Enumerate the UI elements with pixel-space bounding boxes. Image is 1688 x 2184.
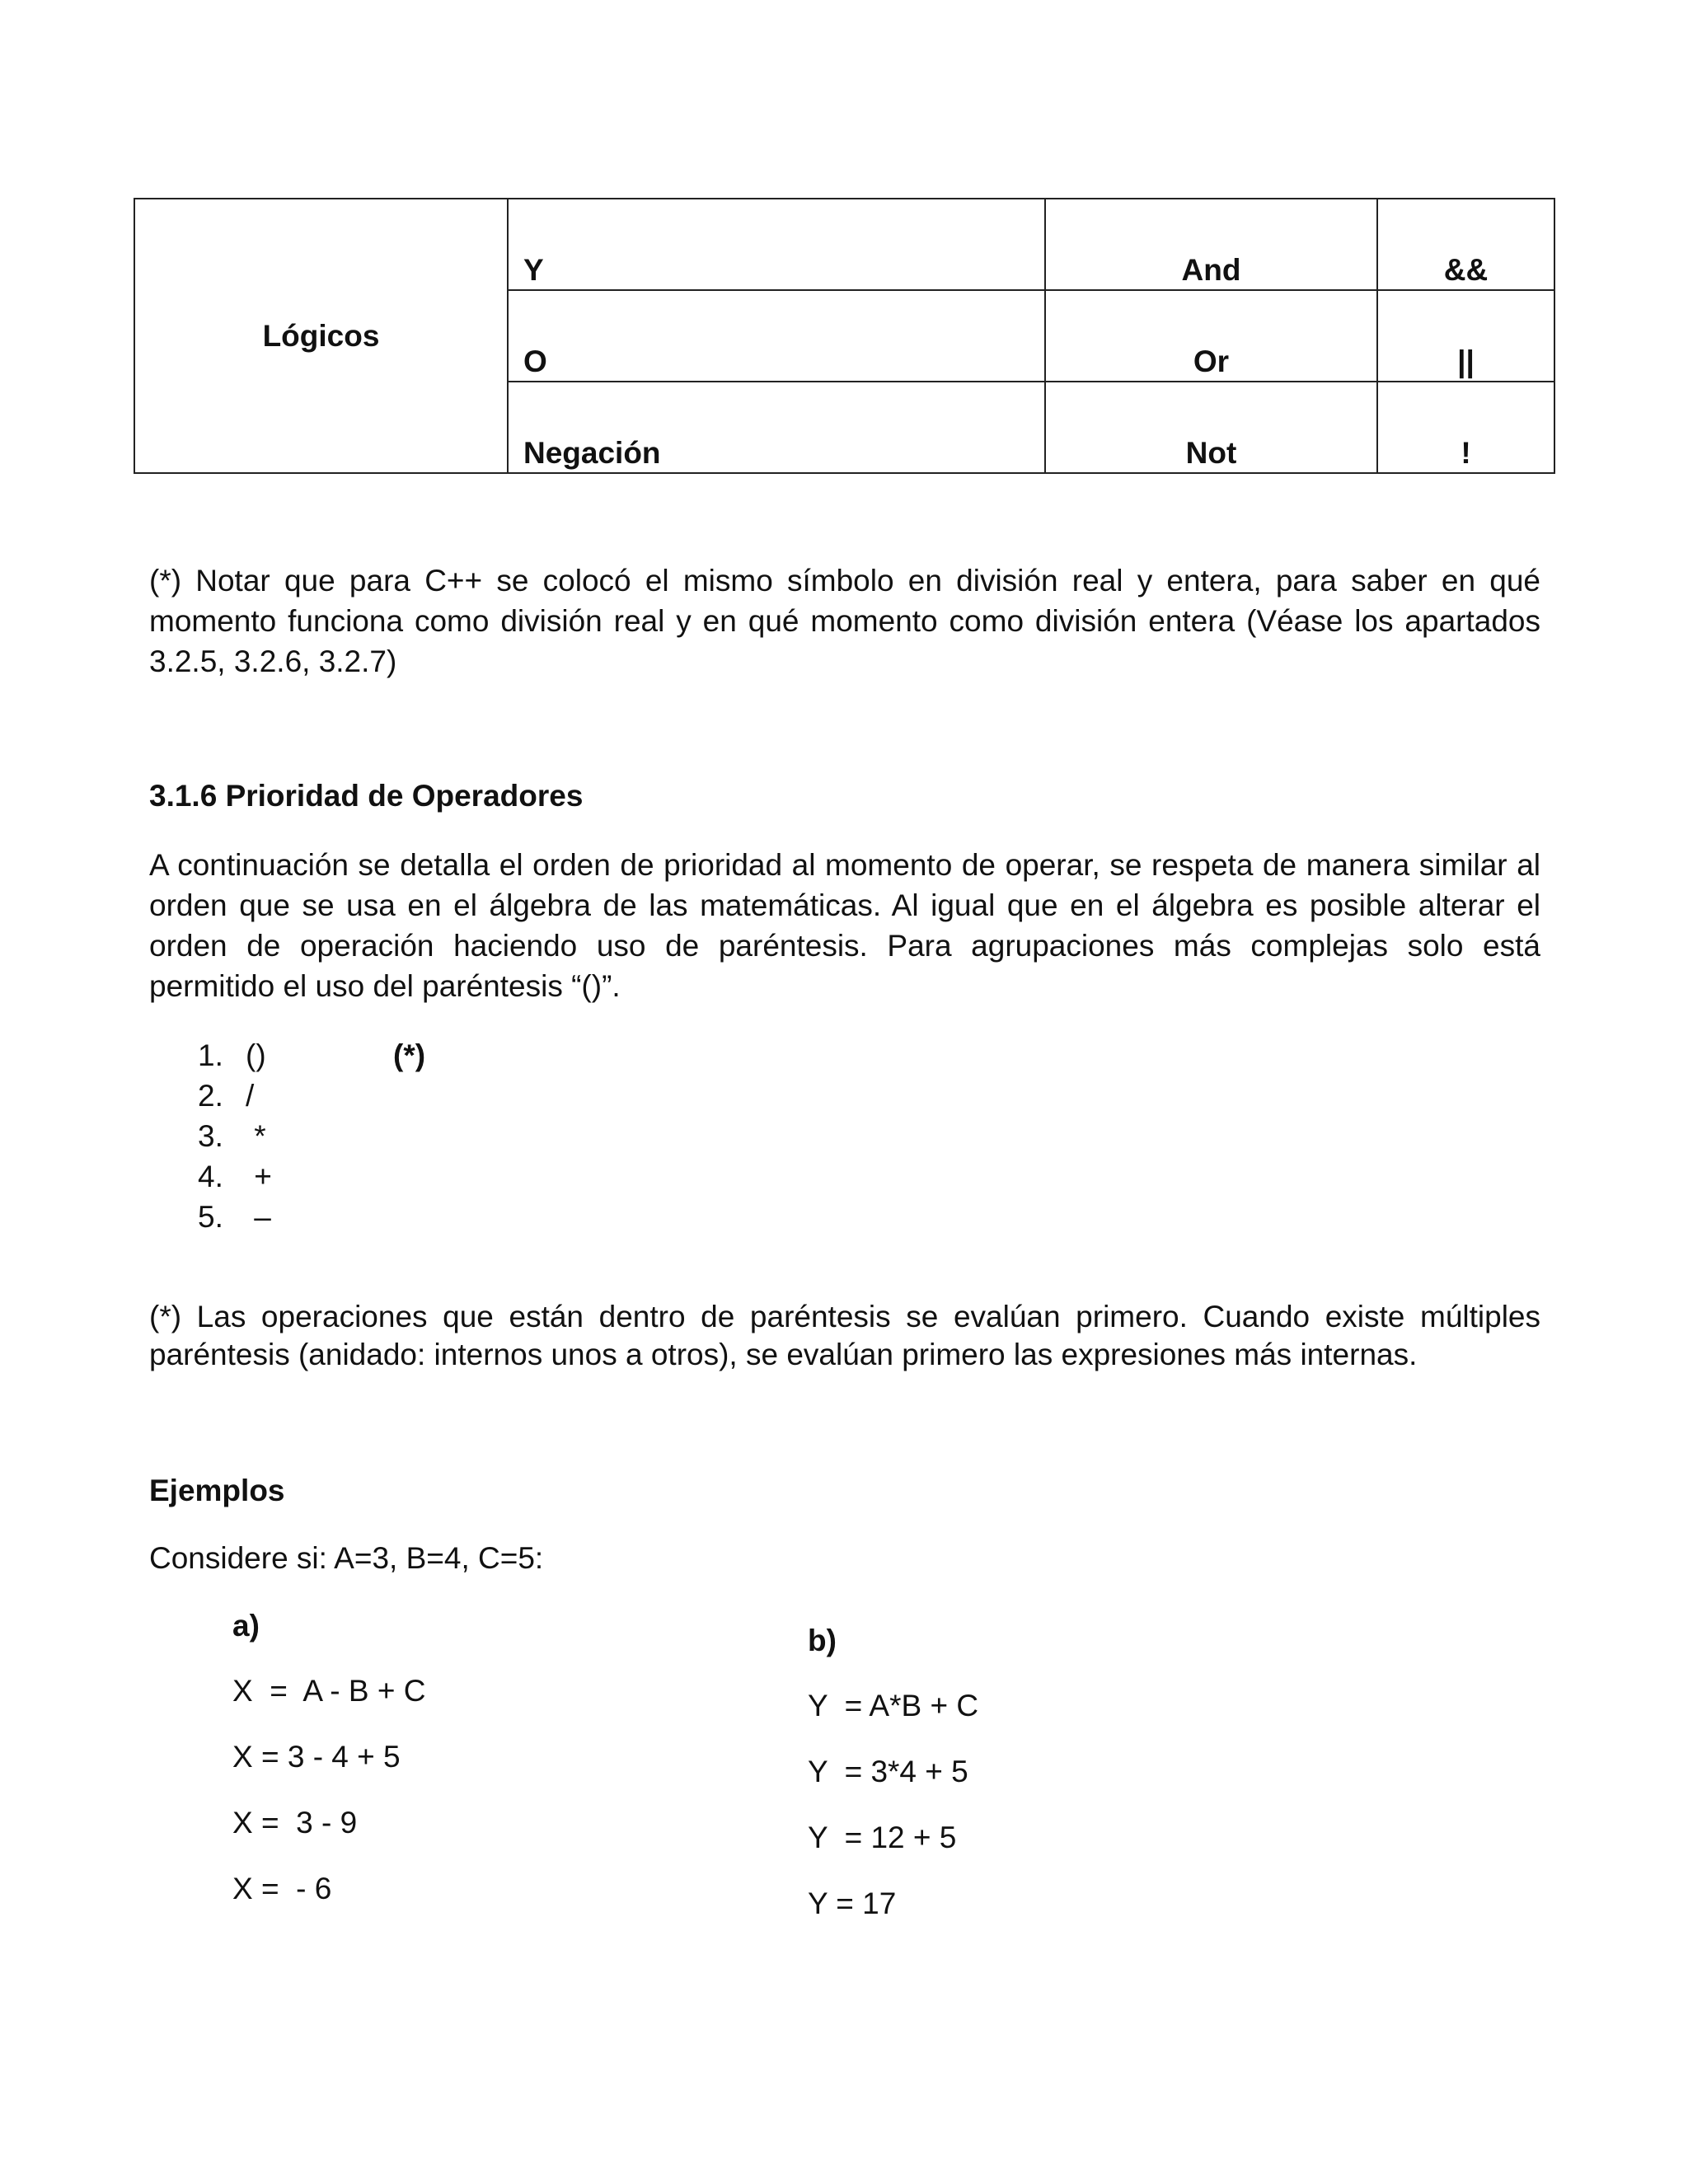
list-symbol: +	[246, 1160, 272, 1193]
example-a	[232, 1609, 425, 1906]
division-note: (*) Notar que para C++ se colocó el mismo símbolo en división real y entera, para saber en qué momento funciona como división real y en qué momento como división entera (Véase los apartados 3.2.5, 3.2.6, 3.2.7)	[149, 564, 1540, 678]
example-a-line: X = 3 - 9	[232, 1806, 358, 1840]
operator-english: Or	[1045, 290, 1377, 382]
examples-heading: Ejemplos	[149, 1474, 285, 1507]
operator-english: Not	[1045, 382, 1377, 473]
priority-list	[198, 1035, 426, 1237]
list-number: 4.	[198, 1160, 223, 1193]
list-number: 3.	[198, 1119, 223, 1153]
list-item	[198, 1035, 426, 1076]
example-b-line: Y = 3*4 + 5	[808, 1755, 968, 1788]
operator-name: Y	[508, 199, 1045, 290]
example-a-label: a)	[232, 1609, 260, 1643]
operator-symbol: &&	[1377, 199, 1554, 290]
example-b-line: Y = A*B + C	[808, 1689, 979, 1722]
example-a-line: X = 3 - 4 + 5	[232, 1740, 401, 1774]
example-b	[808, 1624, 978, 1921]
operator-symbol	[1377, 290, 1554, 382]
list-note: (*)	[393, 1038, 426, 1072]
list-number: 5.	[198, 1200, 223, 1234]
example-b-line: Y = 12 + 5	[808, 1821, 957, 1854]
operator-name: Negación	[508, 382, 1045, 473]
list-symbol: –	[246, 1200, 271, 1234]
list-item	[198, 1076, 272, 1116]
group-label: Lógicos	[134, 199, 508, 473]
list-item	[198, 1197, 272, 1237]
examples-given: Considere si: A=3, B=4, C=5:	[149, 1541, 544, 1575]
example-b-line: Y = 17	[808, 1886, 897, 1920]
parentheses-note: (*) Las operaciones que están dentro de paréntesis se evalúan primero. Cuando existe múltiples paréntesis (anidado: internos unos a otros), se evalúan primero las expresiones más internas.	[149, 1300, 1540, 1371]
list-symbol: ()	[246, 1038, 266, 1072]
logical-operators-table	[134, 198, 1555, 474]
example-b-label: b)	[808, 1624, 837, 1657]
list-number: 1.	[198, 1038, 223, 1072]
operator-english: And	[1045, 199, 1377, 290]
section-heading: 3.1.6 Prioridad de Operadores	[149, 779, 584, 813]
list-item	[198, 1156, 272, 1197]
list-item	[198, 1116, 272, 1156]
list-number: 2.	[198, 1079, 223, 1113]
operator-name: O	[508, 290, 1045, 382]
or-symbol: ||	[1457, 344, 1475, 378]
example-a-line: X = - 6	[232, 1872, 332, 1905]
example-a-line: X = A - B + C	[232, 1674, 426, 1708]
operator-symbol: !	[1377, 382, 1554, 473]
table-row	[134, 199, 1554, 290]
section-intro: A continuación se detalla el orden de prioridad al momento de operar, se respeta de manera similar al orden que se usa en el álgebra de las matemáticas. Al igual que en el álgebra es posible alterar el orden de operación haciendo uso de paréntesis. Para agrupaciones más complejas solo está permitido el uso del paréntesis “()”.	[149, 848, 1540, 1003]
list-symbol: /	[246, 1079, 255, 1113]
list-symbol: *	[246, 1119, 266, 1153]
